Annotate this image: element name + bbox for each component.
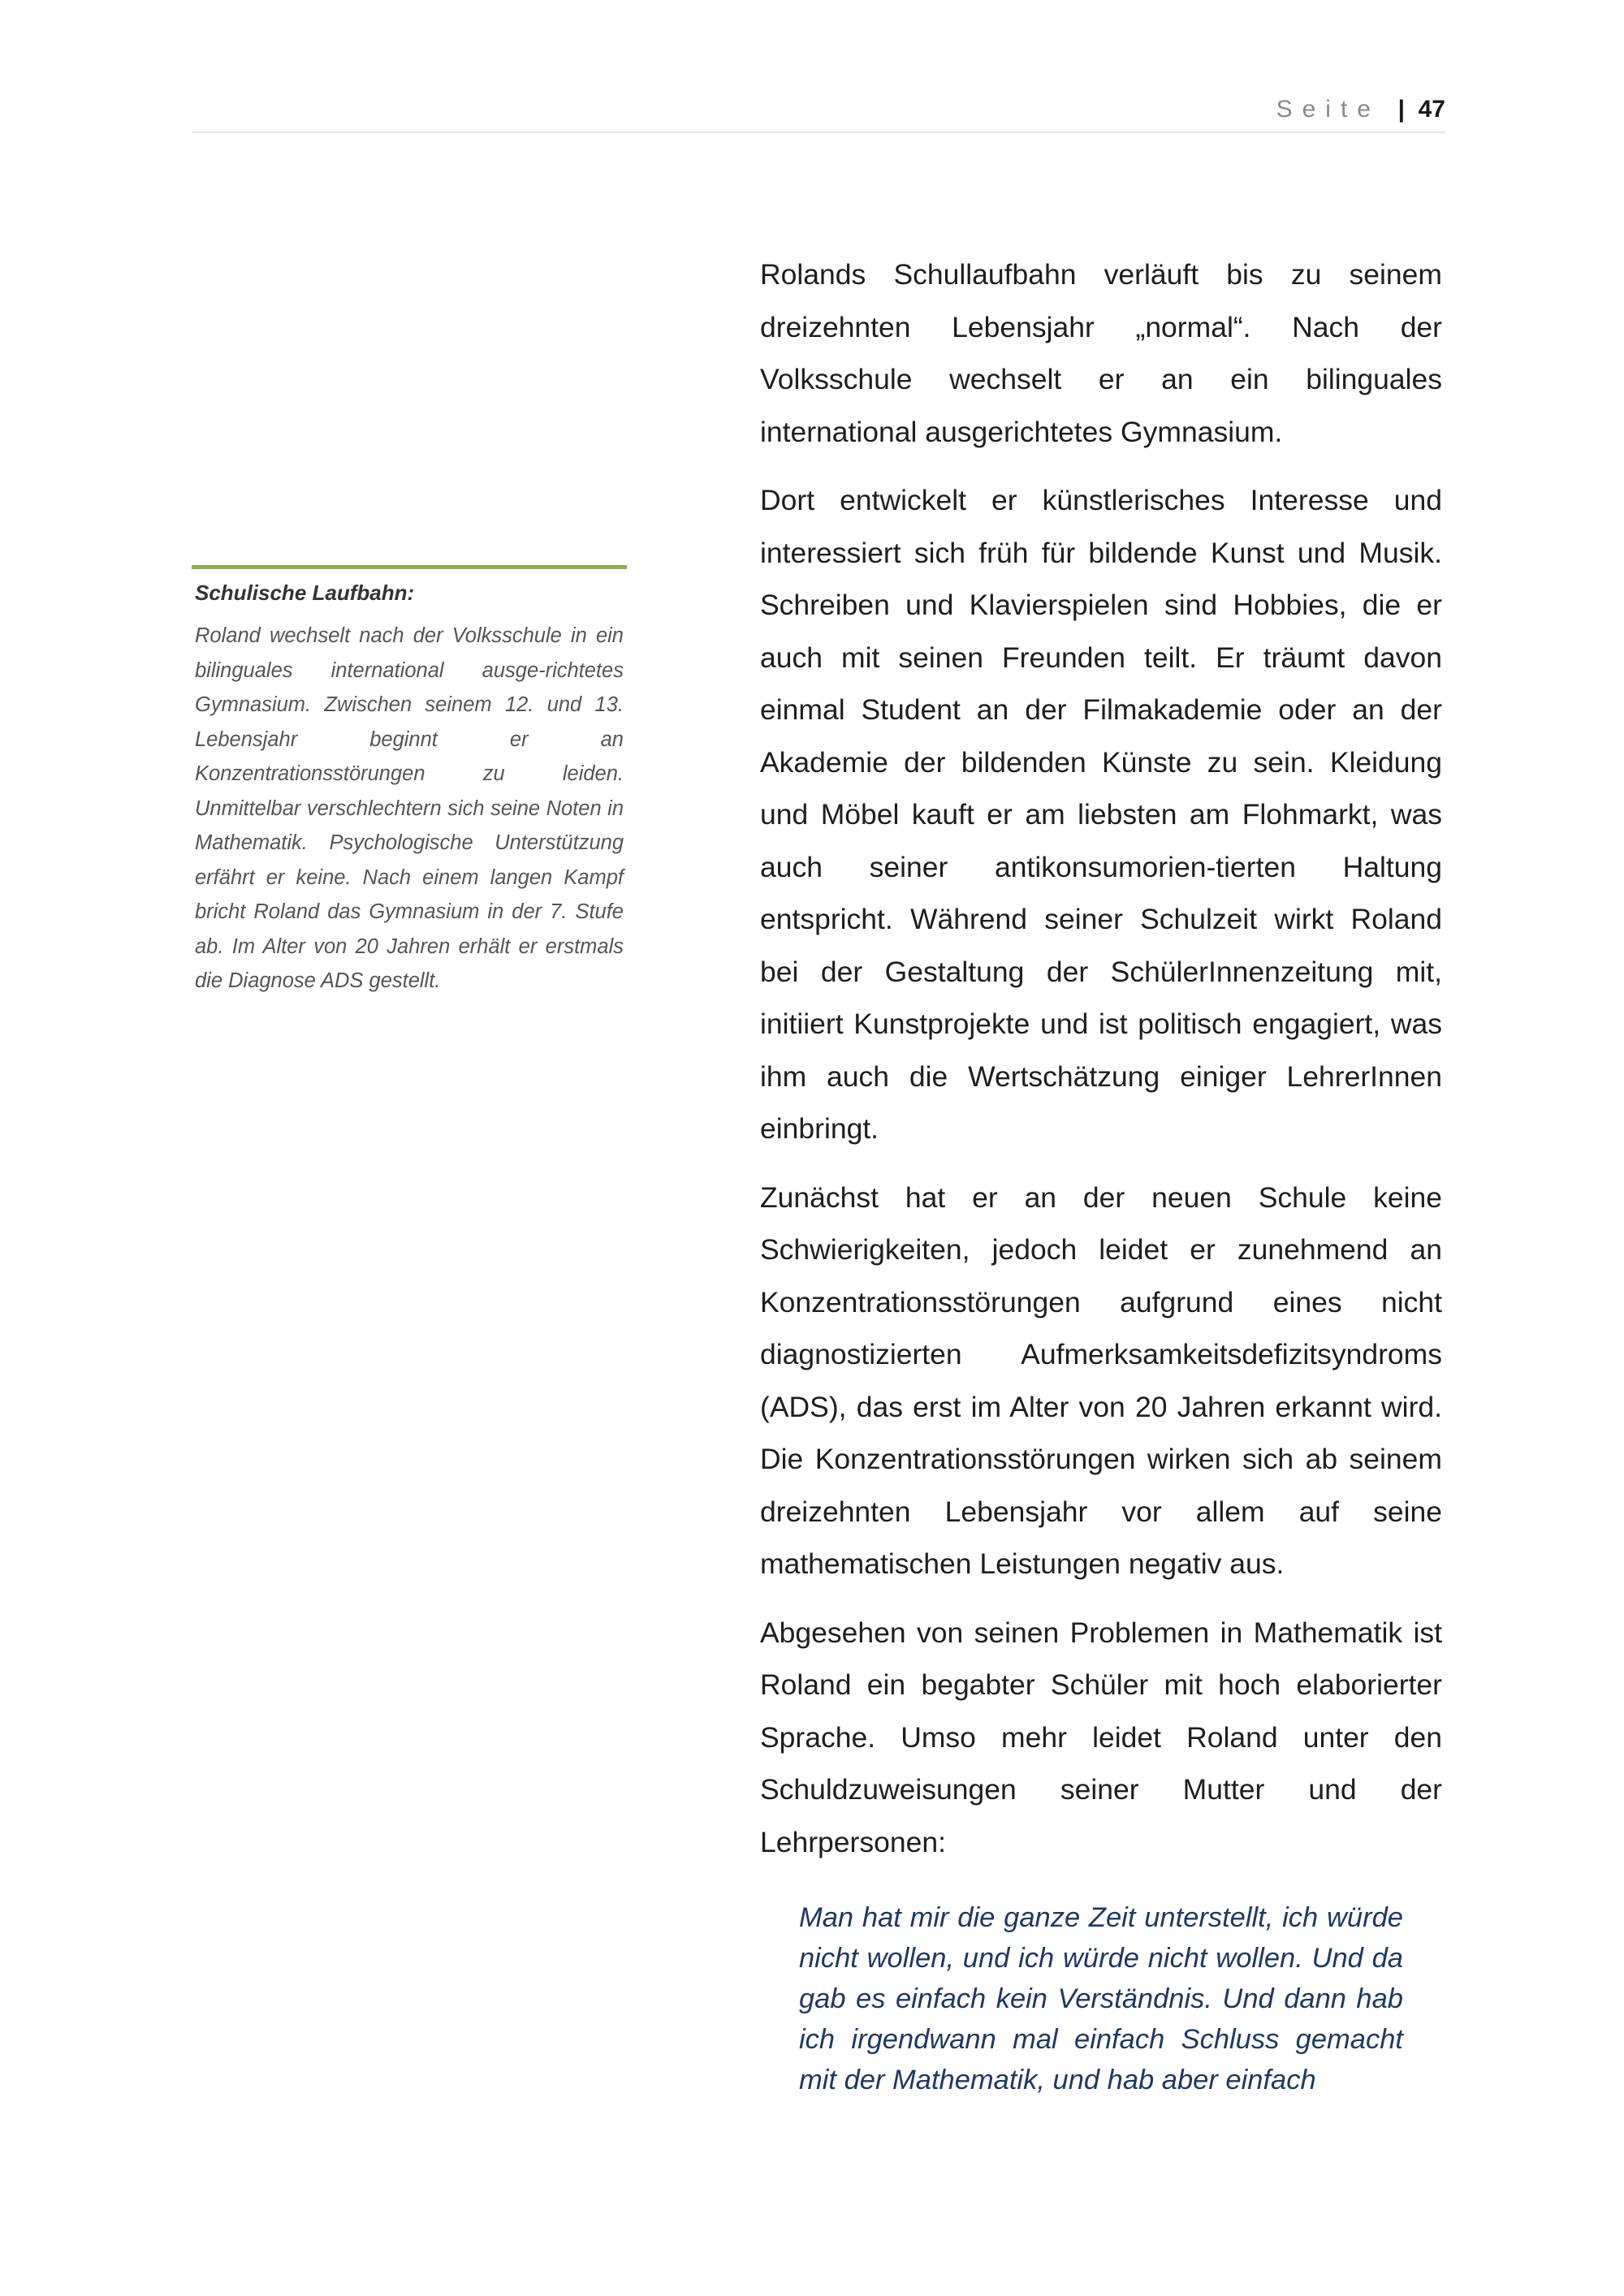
paragraph-1: Rolands Schullaufbahn verläuft bis zu seinem dreizehnten Lebensjahr „normal“. Nach der Volksschule wechselt er an ein bilinguales international ausgerichtetes Gymnasium. — [760, 258, 1442, 448]
margin-note-text: Roland wechselt nach der Volksschule in ein bilinguales international ausge-richtetes Gymnasium. Zwischen seinem 12. und 13. Lebensjahr beginnt er an Konzentrationsstörungen zu leiden. Unmittelbar verschlechtern sich seine Noten in Mathematik. Psychologische Unterstützung erfährt er keine. Nach einem langen Kampf bricht Roland das Gymnasium in der 7. Stufe ab. Im Alter von 20 Jahren erhält er erstmals die Diagnose ADS gestellt. — [195, 624, 624, 992]
interview-quote: Man hat mir die ganze Zeit unterstellt, ich würde nicht wollen, und ich würde nicht wollen. Und da gab es einfach kein Verständnis. Und dann hab ich irgendwann mal einfach Schluss gemacht mit der Mathematik, und hab aber einfach — [799, 1902, 1403, 2095]
paragraph-3: Zunächst hat er an der neuen Schule keine Schwierigkeiten, jedoch leidet er zunehmend an Konzentrationsstörungen aufgrund eines nicht diagnostizierten Aufmerksamkeitsdefizitsyndroms (ADS), das erst im Alter von 20 Jahren erkannt wird. Die Konzentrationsstörungen wirken sich ab seinem dreizehnten Lebensjahr vor allem auf seine mathematischen Leistungen negativ aus. — [760, 1180, 1442, 1580]
header-separator: | — [1397, 96, 1405, 123]
margin-note-title: Schulische Laufbahn: — [195, 580, 415, 605]
paragraph-2: Dort entwickelt er künstlerisches Interesse und interessiert sich früh für bildende Kunst und Musik. Schreiben und Klavierspielen sind Hobbies, die er auch mit seinen Freunden teilt. Er träumt davon einmal Student an der Filmakademie oder an der Akademie der bildenden Künste zu sein. Kleidung und Möbel kauft er am liebsten am Flohmarkt, was auch seiner antikonsumorien-tierten Haltung entspricht. Während seiner Schulzeit wirkt Roland bei der Gestaltung der SchülerInnenzeitung mit, initiiert Kunstprojekte und ist politisch engagiert, was ihm auch die Wertschätzung einiger LehrerInnen einbringt. — [760, 484, 1442, 1145]
page-header — [192, 96, 1445, 133]
margin-note — [192, 565, 627, 999]
page-label: Seite — [1276, 96, 1380, 123]
page-number: 47 — [1418, 96, 1445, 123]
paragraph-4: Abgesehen von seinen Problemen in Mathematik ist Roland ein begabter Schüler mit hoch elaborierter Sprache. Umso mehr leidet Roland unter den Schuldzuweisungen seiner Mutter und der Lehrpersonen: — [760, 1616, 1442, 1858]
main-text-column — [760, 248, 1442, 2100]
